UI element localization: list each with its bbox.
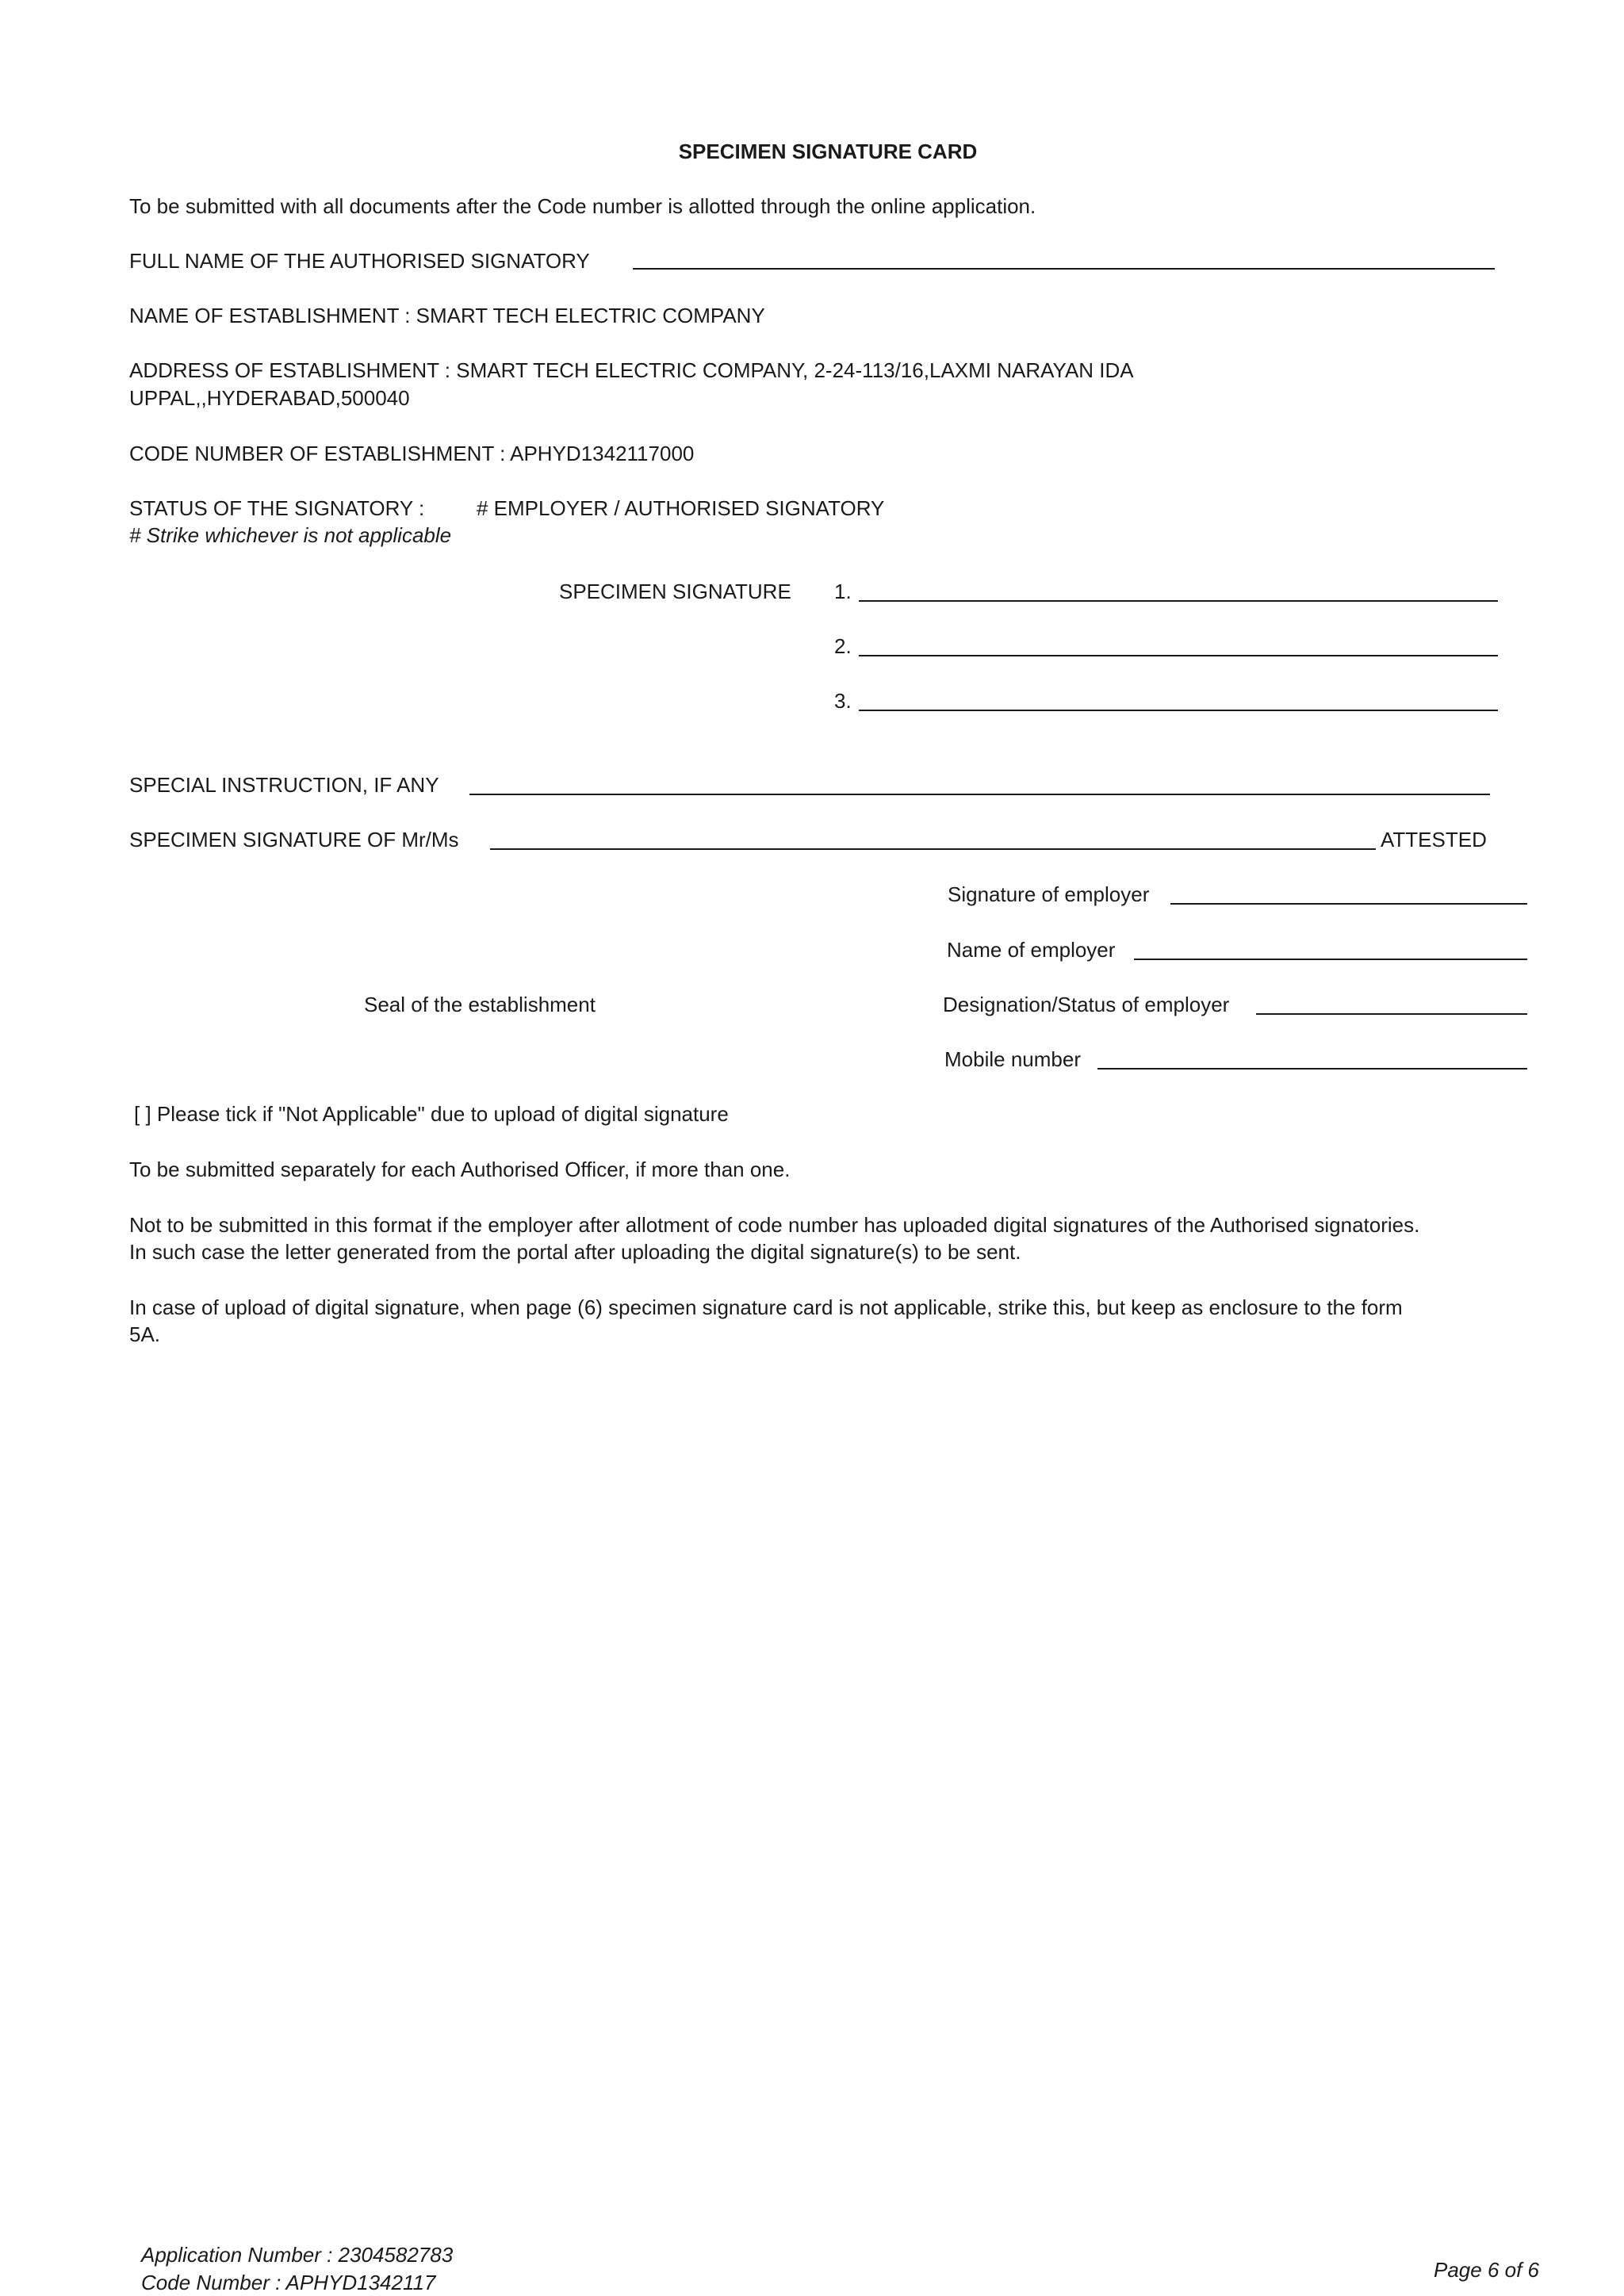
- specimen-number-2: 2.: [834, 634, 852, 658]
- specimen-signature-line-3[interactable]: [859, 710, 1498, 711]
- establishment-address-line2: UPPAL,,HYDERABAD,500040: [129, 386, 410, 410]
- mobile-number-line[interactable]: [1097, 1068, 1527, 1070]
- designation-of-employer-line[interactable]: [1256, 1013, 1527, 1015]
- special-instruction-line[interactable]: [469, 794, 1490, 795]
- digital-signature-note-line1: Not to be submitted in this format if the employer after allotment of code number has uploaded digital signatures of the Authorised signatories.: [129, 1213, 1420, 1237]
- full-name-line[interactable]: [633, 268, 1495, 270]
- footer-application-number: Application Number : 2304582783: [141, 2243, 454, 2267]
- footer-page-number: Page 6 of 6: [1434, 2258, 1539, 2282]
- designation-of-employer-label: Designation/Status of employer: [943, 993, 1230, 1016]
- attested-label: ATTESTED: [1381, 828, 1487, 851]
- full-name-label: FULL NAME OF THE AUTHORISED SIGNATORY: [129, 249, 590, 273]
- specimen-number-3: 3.: [834, 689, 852, 713]
- special-instruction-label: SPECIAL INSTRUCTION, IF ANY: [129, 773, 439, 797]
- specimen-signature-line-2[interactable]: [859, 655, 1498, 656]
- upload-note-line1: In case of upload of digital signature, when page (6) specimen signature card is not applicable, strike this, but keep as enclosure to the form: [129, 1295, 1403, 1319]
- signature-of-employer-line[interactable]: [1170, 903, 1527, 905]
- specimen-of-label: SPECIMEN SIGNATURE OF Mr/Ms: [129, 828, 459, 851]
- intro-text: To be submitted with all documents after the Code number is allotted through the online application.: [129, 194, 1036, 218]
- status-value: # EMPLOYER / AUTHORISED SIGNATORY: [477, 496, 885, 520]
- page-title: SPECIMEN SIGNATURE CARD: [678, 140, 978, 163]
- establishment-code-number: CODE NUMBER OF ESTABLISHMENT : APHYD1342117000: [129, 442, 695, 465]
- status-label: STATUS OF THE SIGNATORY :: [129, 496, 425, 520]
- separate-submission-note: To be submitted separately for each Authorised Officer, if more than one.: [129, 1158, 791, 1181]
- seal-label: Seal of the establishment: [364, 993, 596, 1016]
- specimen-signature-label: SPECIMEN SIGNATURE: [559, 580, 791, 603]
- name-of-employer-label: Name of employer: [947, 938, 1116, 962]
- not-applicable-checkbox-note[interactable]: [ ] Please tick if "Not Applicable" due to upload of digital signature: [134, 1102, 729, 1126]
- specimen-number-1: 1.: [834, 580, 852, 603]
- name-of-employer-line[interactable]: [1134, 959, 1527, 960]
- specimen-of-line[interactable]: [490, 848, 1376, 850]
- footer-code-number: Code Number : APHYD1342117: [141, 2271, 436, 2294]
- establishment-name: NAME OF ESTABLISHMENT : SMART TECH ELECTRIC COMPANY: [129, 304, 765, 327]
- establishment-address-line1: ADDRESS OF ESTABLISHMENT : SMART TECH ELECTRIC COMPANY, 2-24-113/16,LAXMI NARAYAN IDA: [129, 358, 1134, 382]
- signature-of-employer-label: Signature of employer: [948, 882, 1150, 906]
- specimen-signature-line-1[interactable]: [859, 600, 1498, 602]
- upload-note-line2: 5A.: [129, 1322, 161, 1346]
- mobile-number-label: Mobile number: [944, 1047, 1081, 1071]
- digital-signature-note-line2: In such case the letter generated from the portal after uploading the digital signature(s) to be sent.: [129, 1240, 1021, 1264]
- status-note: # Strike whichever is not applicable: [129, 523, 452, 547]
